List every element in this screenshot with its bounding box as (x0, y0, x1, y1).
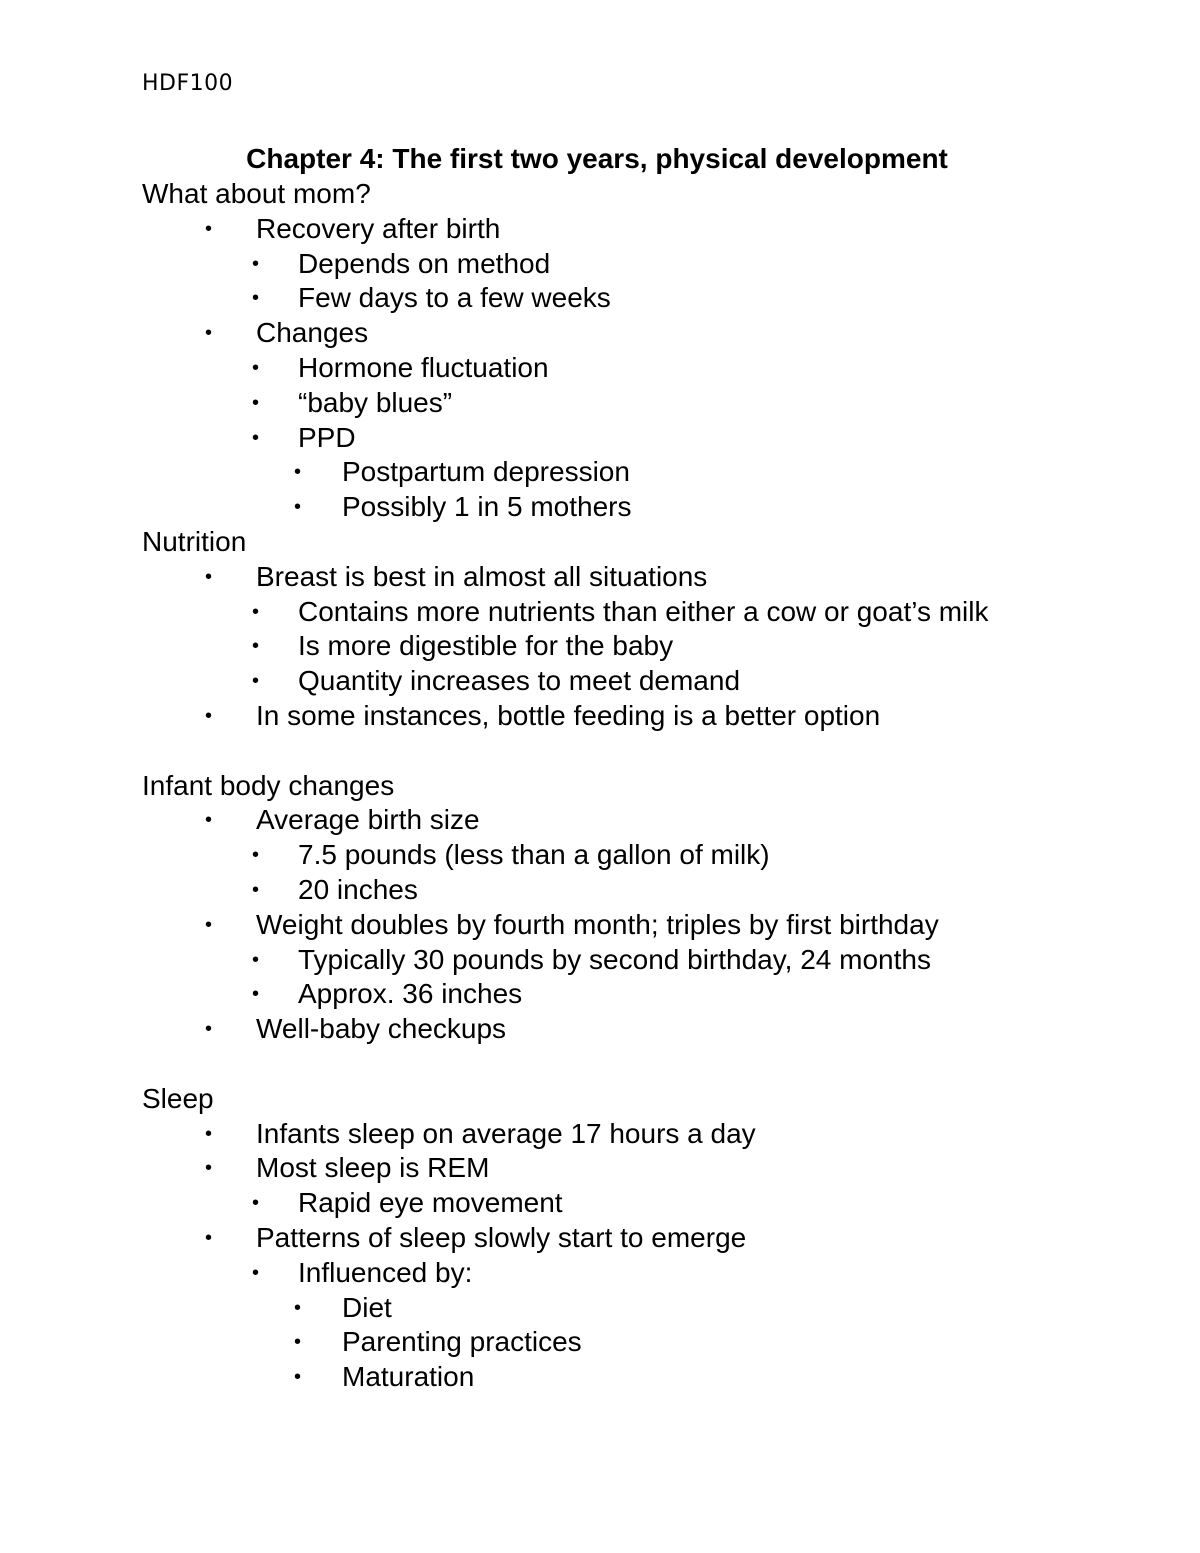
bullet-icon: • (252, 844, 260, 866)
bullet-icon: • (205, 809, 213, 831)
bullet-icon: • (205, 914, 213, 936)
list-item-level-1: Infants sleep on average 17 hours a day (256, 1118, 756, 1149)
list-item-level-1: Patterns of sleep slowly start to emerge (256, 1222, 747, 1253)
bullet-icon: • (252, 983, 260, 1005)
list-item-level-3: Possibly 1 in 5 mothers (342, 491, 632, 522)
bullet-icon: • (252, 392, 260, 414)
bullet-icon: • (252, 253, 260, 275)
bullet-icon: • (252, 635, 260, 657)
bullet-icon: • (294, 1331, 302, 1353)
list-item-level-1: Weight doubles by fourth month; triples by first birthday (256, 909, 939, 940)
bullet-icon: • (252, 949, 260, 971)
bullet-icon: • (205, 218, 213, 240)
list-item-level-3: Parenting practices (342, 1326, 582, 1357)
bullet-icon: • (252, 601, 260, 623)
bullet-icon: • (252, 1192, 260, 1214)
list-item-level-1: Average birth size (256, 804, 480, 835)
list-item-level-2: Contains more nutrients than either a cow or goat’s milk (298, 596, 989, 627)
bullet-icon: • (294, 496, 302, 518)
bullet-icon: • (252, 670, 260, 692)
list-item-level-1: Breast is best in almost all situations (256, 561, 708, 592)
list-item-level-2: “baby blues” (298, 387, 453, 418)
bullet-icon: • (205, 1123, 213, 1145)
list-item-level-1: Changes (256, 317, 369, 348)
list-item-level-3: Diet (342, 1292, 392, 1323)
list-item-level-3: Postpartum depression (342, 456, 630, 487)
list-item-level-1: Well-baby checkups (256, 1013, 507, 1044)
bullet-icon: • (205, 566, 213, 588)
list-item-level-2: Rapid eye movement (298, 1187, 563, 1218)
list-item-level-2: Hormone fluctuation (298, 352, 549, 383)
bullet-icon: • (252, 287, 260, 309)
bullet-icon: • (252, 427, 260, 449)
list-item-level-2: PPD (298, 422, 356, 453)
bullet-icon: • (205, 1018, 213, 1040)
bullet-icon: • (252, 1262, 260, 1284)
list-item-level-2: Is more digestible for the baby (298, 630, 674, 661)
section-heading: Sleep (142, 1083, 214, 1114)
list-item-level-2: Few days to a few weeks (298, 282, 611, 313)
list-item-level-2: 20 inches (298, 874, 418, 905)
list-item-level-2: 7.5 pounds (less than a gallon of milk) (298, 839, 770, 870)
section-heading: What about mom? (142, 178, 371, 209)
list-item-level-3: Maturation (342, 1361, 475, 1392)
list-item-level-2: Depends on method (298, 248, 551, 279)
list-item-level-2: Typically 30 pounds by second birthday, 24 months (298, 944, 931, 975)
bullet-icon: • (205, 1227, 213, 1249)
list-item-level-2: Influenced by: (298, 1257, 473, 1288)
bullet-icon: • (205, 1157, 213, 1179)
list-item-level-2: Approx. 36 inches (298, 978, 523, 1009)
list-item-level-1: Most sleep is REM (256, 1152, 490, 1183)
section-heading: Nutrition (142, 526, 247, 557)
bullet-icon: • (205, 705, 213, 727)
bullet-icon: • (252, 357, 260, 379)
course-header: HDF100 (142, 71, 234, 96)
bullet-icon: • (294, 461, 302, 483)
section-heading: Infant body changes (142, 770, 395, 801)
page-title-text: Chapter 4: The first two years, physical development (246, 143, 948, 174)
list-item-level-2: Quantity increases to meet demand (298, 665, 741, 696)
bullet-icon: • (252, 879, 260, 901)
bullet-icon: • (294, 1366, 302, 1388)
list-item-level-1: In some instances, bottle feeding is a better option (256, 700, 881, 731)
list-item-level-1: Recovery after birth (256, 213, 501, 244)
bullet-icon: • (294, 1297, 302, 1319)
page-title (0, 143, 1200, 175)
bullet-icon: • (205, 322, 213, 344)
